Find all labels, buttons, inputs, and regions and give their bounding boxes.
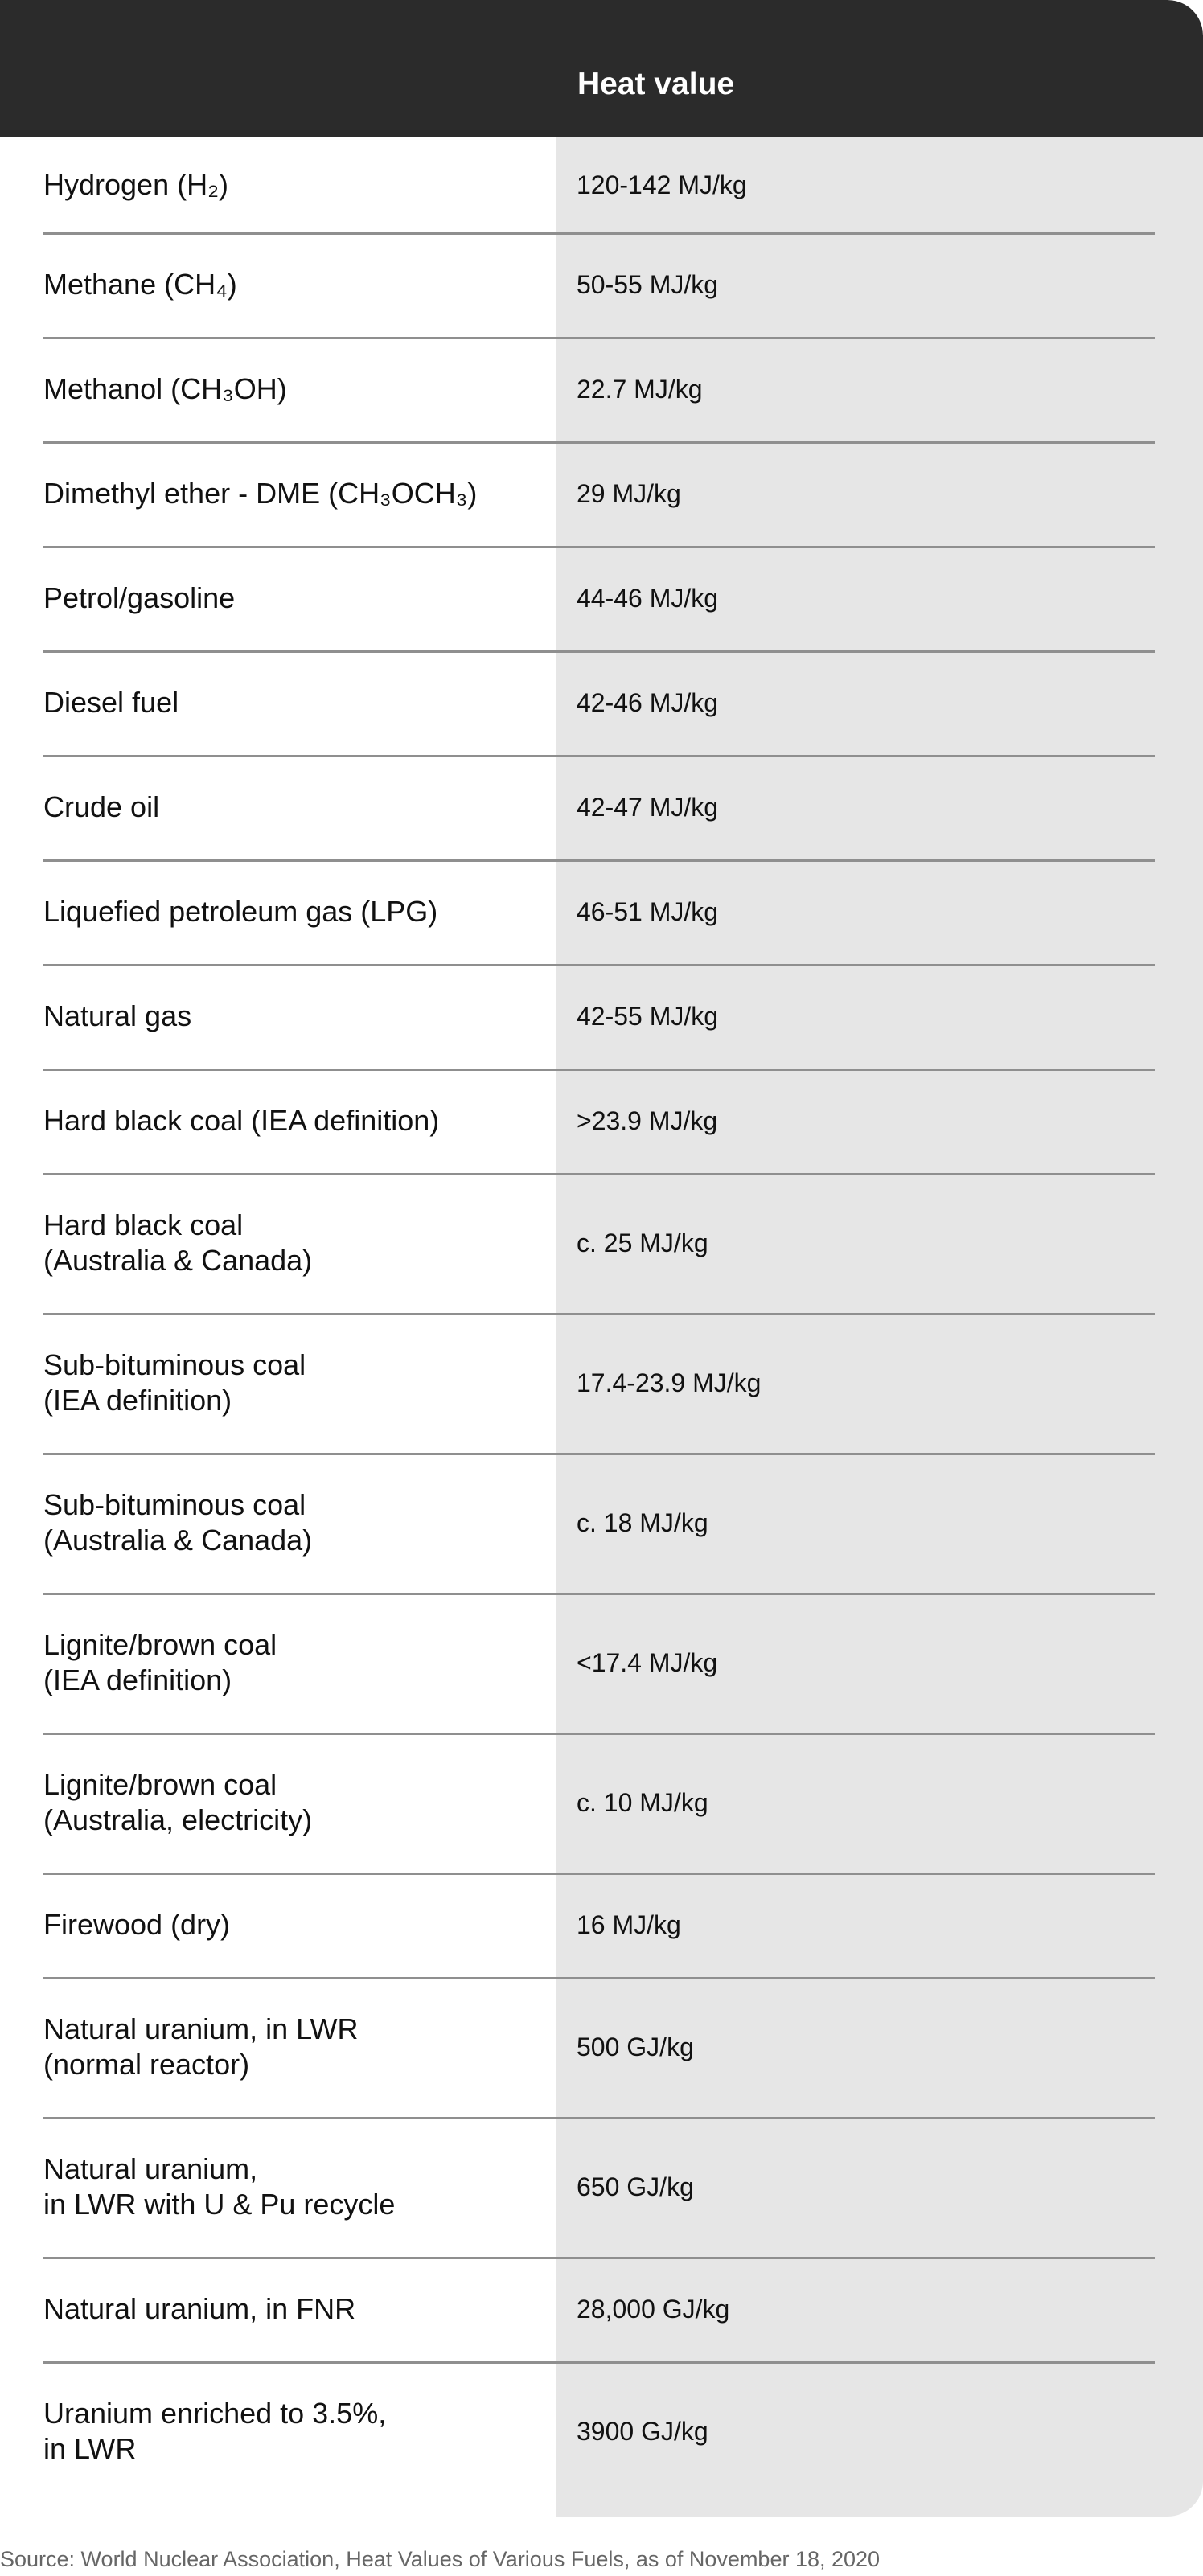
table-row bbox=[0, 2361, 1203, 2501]
heat-value: 120-142 MJ/kg bbox=[577, 170, 747, 199]
heat-value: 22.7 MJ/kg bbox=[577, 375, 703, 404]
fuel-name: Firewood (dry) bbox=[43, 1908, 231, 1941]
fuel-name: Dimethyl ether - DME (CH₃OCH₃) bbox=[43, 477, 478, 510]
fuel-name: Petrol/gasoline bbox=[43, 581, 236, 614]
fuel-name: Natural uranium, in LWR with U & Pu recycle bbox=[43, 2152, 396, 2221]
table-row bbox=[0, 137, 1203, 232]
table-row bbox=[0, 1453, 1203, 1593]
heat-value: 28,000 GJ/kg bbox=[577, 2295, 730, 2324]
table-row bbox=[0, 1173, 1203, 1313]
fuel-name: Crude oil bbox=[43, 790, 160, 823]
heat-value: 42-47 MJ/kg bbox=[577, 793, 719, 822]
heat-value: 17.4-23.9 MJ/kg bbox=[577, 1368, 762, 1397]
table-row bbox=[0, 859, 1203, 964]
heat-value: 500 GJ/kg bbox=[577, 2032, 694, 2061]
heat-value: c. 25 MJ/kg bbox=[577, 1229, 708, 1257]
table-row bbox=[0, 1873, 1203, 1977]
heat-value: 29 MJ/kg bbox=[577, 479, 681, 508]
table-row bbox=[0, 441, 1203, 546]
heat-value: 42-46 MJ/kg bbox=[577, 688, 719, 717]
table-row bbox=[0, 1313, 1203, 1453]
fuel-name: Hydrogen (H₂) bbox=[43, 167, 229, 201]
table-row bbox=[0, 964, 1203, 1069]
table-row bbox=[0, 232, 1203, 337]
heat-value: <17.4 MJ/kg bbox=[577, 1648, 718, 1677]
fuel-name: Hard black coal (IEA definition) bbox=[43, 1104, 440, 1137]
fuel-name: Natural uranium, in LWR (normal reactor) bbox=[43, 2012, 359, 2081]
table-row bbox=[0, 650, 1203, 755]
fuel-name: Sub-bituminous coal (IEA definition) bbox=[43, 1348, 306, 1417]
heat-value: 46-51 MJ/kg bbox=[577, 897, 719, 926]
fuel-name: Lignite/brown coal (Australia, electricity) bbox=[43, 1768, 313, 1836]
heat-value: 50-55 MJ/kg bbox=[577, 270, 719, 299]
fuel-name: Methane (CH₄) bbox=[43, 268, 237, 301]
source-note: Source: World Nuclear Association, Heat Values of Various Fuels, as of November 18, 2020 bbox=[0, 2547, 881, 2571]
table-row bbox=[0, 755, 1203, 859]
heat-value: 44-46 MJ/kg bbox=[577, 584, 719, 613]
fuel-name: Liquefied petroleum gas (LPG) bbox=[43, 895, 438, 928]
fuel-name: Natural uranium, in FNR bbox=[43, 2292, 356, 2325]
heat-value-column-header: Heat value bbox=[577, 67, 735, 101]
fuel-name: Natural gas bbox=[43, 999, 192, 1032]
fuel-name: Diesel fuel bbox=[43, 686, 179, 719]
heat-value: c. 10 MJ/kg bbox=[577, 1788, 708, 1817]
fuel-name: Lignite/brown coal (IEA definition) bbox=[43, 1628, 277, 1696]
table-row bbox=[0, 1977, 1203, 2117]
heat-value: >23.9 MJ/kg bbox=[577, 1106, 718, 1135]
table-body bbox=[0, 137, 1203, 2501]
table-row bbox=[0, 1733, 1203, 1873]
table-row bbox=[0, 546, 1203, 650]
table-row bbox=[0, 1593, 1203, 1733]
table-header bbox=[0, 0, 1203, 137]
fuel-name: Methanol (CH₃OH) bbox=[43, 372, 287, 405]
fuel-name: Hard black coal (Australia & Canada) bbox=[43, 1208, 313, 1277]
fuel-name: Sub-bituminous coal (Australia & Canada) bbox=[43, 1488, 313, 1557]
table-row bbox=[0, 337, 1203, 441]
heat-value: 3900 GJ/kg bbox=[577, 2417, 708, 2446]
fuel-name: Uranium enriched to 3.5%, in LWR bbox=[43, 2397, 387, 2465]
table-row bbox=[0, 2117, 1203, 2257]
heat-value: 650 GJ/kg bbox=[577, 2172, 694, 2201]
heat-value: 42-55 MJ/kg bbox=[577, 1002, 719, 1031]
heat-value: c. 18 MJ/kg bbox=[577, 1508, 708, 1537]
heat-value: 16 MJ/kg bbox=[577, 1910, 681, 1939]
table-row bbox=[0, 1069, 1203, 1173]
table-row bbox=[0, 2257, 1203, 2361]
